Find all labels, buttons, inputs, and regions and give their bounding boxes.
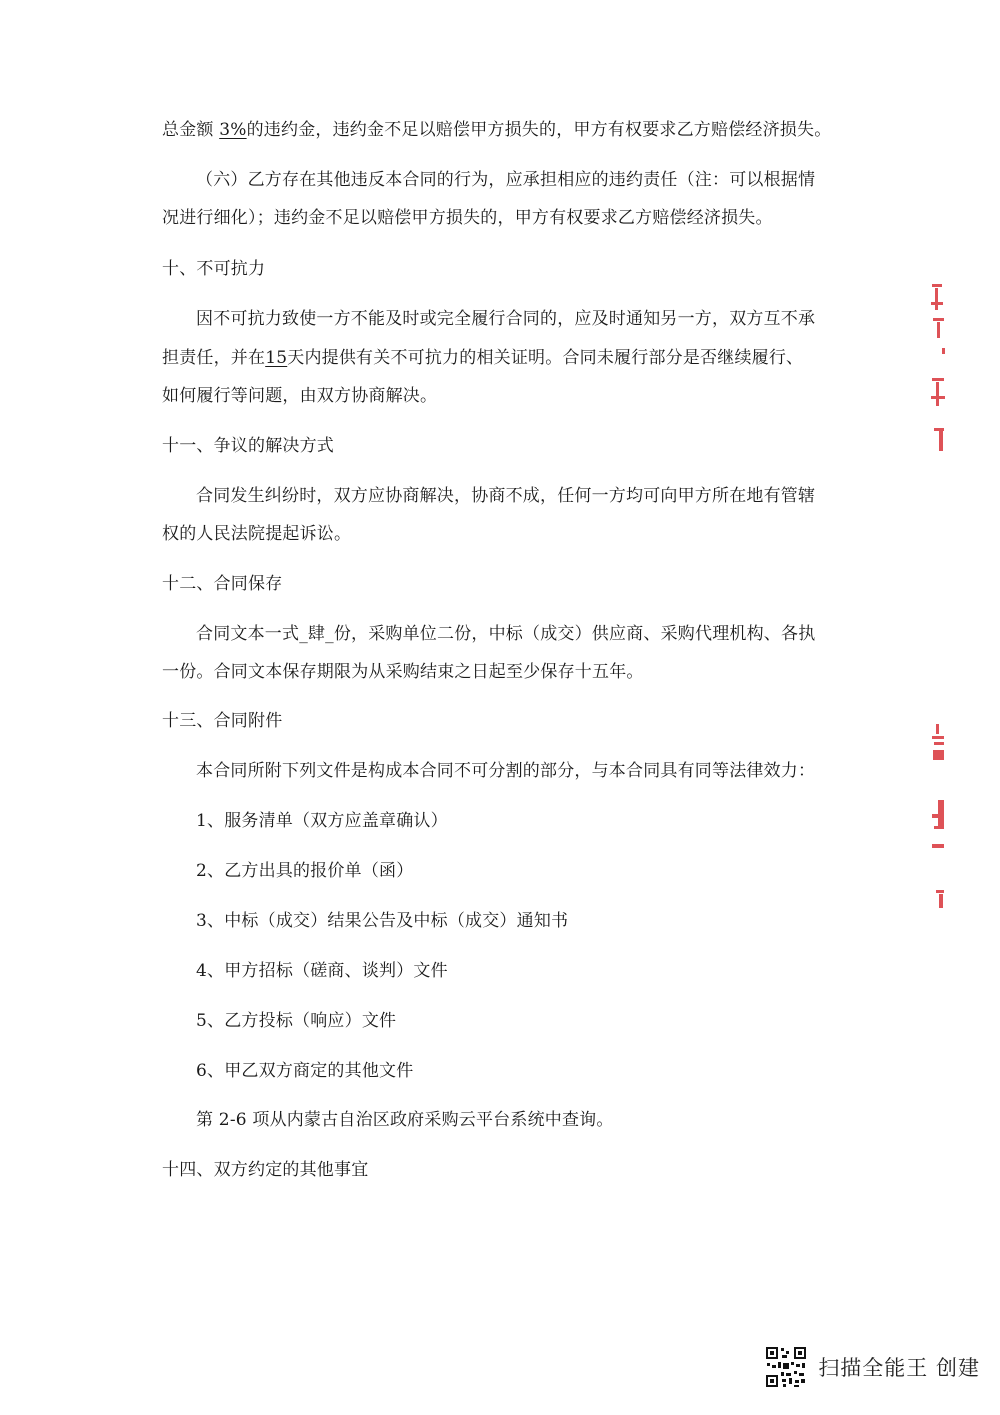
- attachment-item: 5、乙方投标（响应）文件: [196, 1011, 397, 1031]
- attachment-item: 6、甲乙双方商定的其他文件: [196, 1061, 414, 1081]
- copies-value: 肆: [307, 624, 326, 644]
- paragraph-line: 合同发生纠纷时，双方应协商解决，协商不成，任何一方均可向甲方所在地有管辖: [196, 486, 816, 506]
- text-fragment: 总金额: [162, 120, 220, 140]
- paragraph-line: 本合同所附下列文件是构成本合同不可分割的部分，与本合同具有同等法律效力：: [196, 761, 816, 781]
- paragraph-line: 况进行细化）；违约金不足以赔偿甲方损失的，甲方有权要求乙方赔偿经济损失。: [162, 208, 773, 228]
- seal-fragment: [930, 720, 948, 920]
- text-fragment: 合同文本一式: [196, 624, 300, 644]
- text-fragment: 担责任，并在: [162, 348, 266, 368]
- paragraph-line: （六）乙方存在其他违反本合同的行为，应承担相应的违约责任（注：可以根据情: [196, 170, 816, 190]
- attachment-item: 3、中标（成交）结果公告及中标（成交）通知书: [196, 911, 569, 931]
- qr-code-icon: [764, 1345, 808, 1389]
- text-fragment: 的违约金，违约金不足以赔偿甲方损失的，甲方有权要求乙方赔偿经济损失。: [246, 120, 832, 140]
- watermark-text: 扫描全能王 创建: [818, 1356, 980, 1380]
- paragraph-line: 如何履行等问题，由双方协商解决。: [162, 386, 438, 406]
- section-heading: 十、不可抗力: [162, 259, 266, 279]
- section-heading: 十一、争议的解决方式: [162, 436, 334, 456]
- paragraph-line: 权的人民法院提起诉讼。: [162, 524, 352, 544]
- attachment-item: 4、甲方招标（磋商、谈判）文件: [196, 961, 448, 981]
- scanner-watermark: [764, 1345, 980, 1389]
- paragraph-line: 第 2-6 项从内蒙古自治区政府采购云平台系统中查询。: [196, 1110, 614, 1130]
- seal-fragment: [930, 278, 948, 458]
- text-fragment: 天内提供有关不可抗力的相关证明。合同未履行部分是否继续履行、: [287, 348, 804, 368]
- attachment-item: 1、服务清单（双方应盖章确认）: [196, 811, 448, 831]
- days-value: 15: [265, 348, 288, 368]
- paragraph-line: 因不可抗力致使一方不能及时或完全履行合同的，应及时通知另一方，双方互不承: [196, 309, 816, 329]
- attachment-item: 2、乙方出具的报价单（函）: [196, 861, 414, 881]
- section-heading: 十二、合同保存: [162, 574, 283, 594]
- section-heading: 十四、双方约定的其他事宜: [162, 1160, 369, 1180]
- paragraph-line: 一份。合同文本保存期限为从采购结束之日起至少保存十五年。: [162, 662, 644, 682]
- section-heading: 十三、合同附件: [162, 711, 283, 731]
- paragraph-line: [162, 346, 822, 370]
- text-fragment: 份，采购单位二份，中标（成交）供应商、采购代理机构、各执: [333, 624, 816, 644]
- paragraph-line: [162, 118, 832, 142]
- penalty-rate: 3%: [219, 120, 247, 140]
- paragraph-line: 合同文本一式_肆_份，采购单位二份，中标（成交）供应商、采购代理机构、各执: [196, 624, 816, 644]
